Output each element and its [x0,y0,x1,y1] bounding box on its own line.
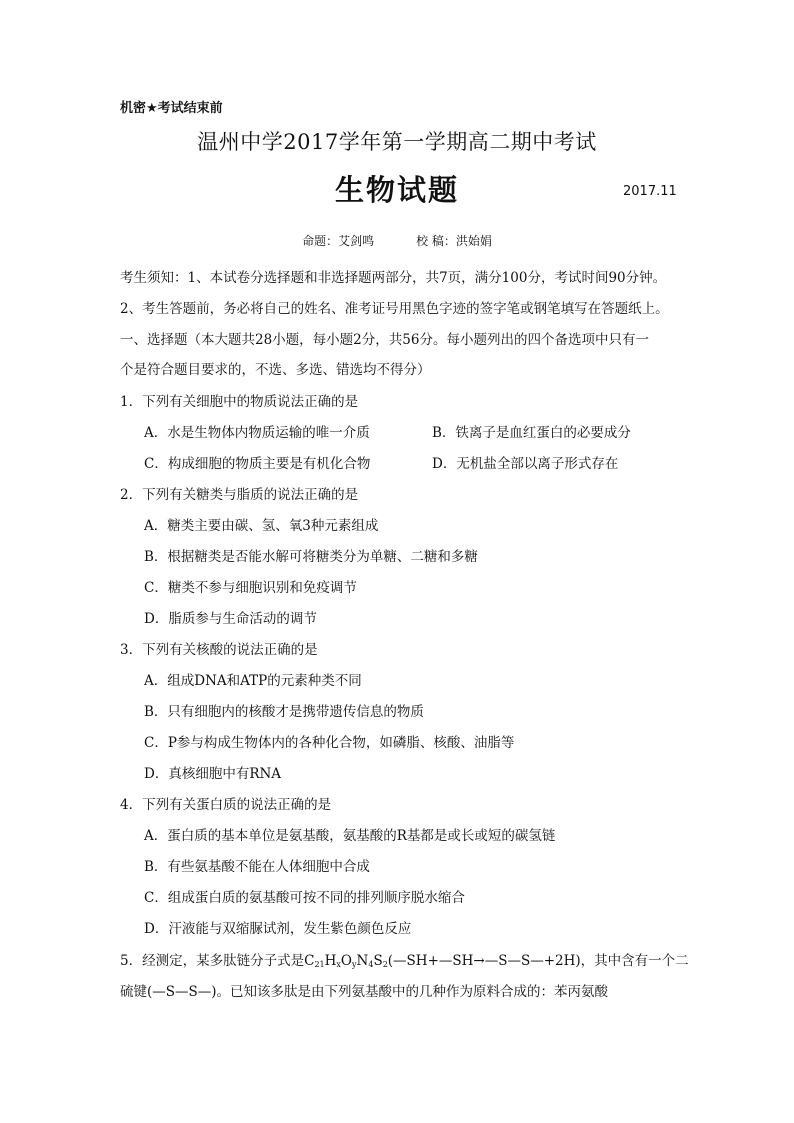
option-b: B．只有细胞内的核酸才是携带遗传信息的物质 [144,704,424,720]
school-title: 温州中学2017学年第一学期高二期中考试 [197,130,597,154]
question-stem: 3．下列有关核酸的说法正确的是 [120,642,318,658]
instruction-note-1: 考生须知：1、本试卷分选择题和非选择题两部分，共7页，满分100分，考试时间90分钟。 [120,270,667,286]
setter-credit: 命题：艾剑鸣 [302,234,375,248]
question-stem: 1．下列有关细胞中的物质说法正确的是 [120,394,359,410]
question-stem: 4．下列有关蛋白质的说法正确的是 [120,797,332,813]
option-c: C．构成细胞的物质主要是有机化合物 [144,456,371,472]
stem-text: (—SH+—SH→—S—S—+2H)，其中含有一个二 [387,953,689,969]
option-a: A．糖类主要由碳、氢、氧3种元素组成 [144,518,379,534]
option-a: A．组成DNA和ATP的元素种类不同 [144,673,362,689]
reviewer-credit: 校 稿：洪始娟 [416,234,492,248]
exam-date: 2017.11 [623,184,677,199]
option-c: C．组成蛋白质的氨基酸可按不同的排列顺序脱水缩合 [144,890,465,906]
option-b: B．根据糖类是否能水解可将糖类分为单糖、二糖和多糖 [144,549,478,565]
instruction-note-2: 2、考生答题前，务必将自己的姓名、准考证号用黑色字迹的签字笔或钢笔填写在答题纸上。 [120,301,669,317]
option-a: A．蛋白质的基本单位是氨基酸，氨基酸的R基都是或长或短的碳氢链 [144,828,556,844]
confidential-mark: 机密★考试结束前 [120,101,223,116]
option-a: A．水是生物体内物质运输的唯一介质 [144,425,370,441]
option-d: D．无机盐全部以离子形式存在 [432,456,619,472]
option-d: D．脂质参与生命活动的调节 [144,611,317,627]
question-stem: 2．下列有关糖类与脂质的说法正确的是 [120,487,359,503]
subject-title: 生物试题 [334,173,459,207]
section-heading-line-1: 一、选择题（本大题共28小题，每小题2分，共56分。每小题列出的四个备选项中只有一 [120,332,649,348]
option-c: C．P参与构成生物体内的各种化合物，如磷脂、核酸、油脂等 [144,735,515,751]
question-stem-continued: 硫键(—S—S—)。已知该多肽是由下列氨基酸中的几种作为原料合成的：苯丙氨酸 [120,984,609,1000]
molecular-formula: $C_{21}H_xO_yN_4S_2$ [304,953,388,969]
option-b: B．有些氨基酸不能在人体细胞中合成 [144,859,370,875]
option-d: D．真核细胞中有RNA [144,766,282,782]
option-d: D．汗液能与双缩脲试剂，发生紫色颜色反应 [144,921,412,937]
option-b: B．铁离子是血红蛋白的必要成分 [432,425,631,441]
credits-line [0,232,794,249]
stem-text: 5．经测定，某多肽链分子式是 [120,953,305,969]
option-c: C．糖类不参与细胞识别和免疫调节 [144,580,357,596]
section-heading-line-2: 个是符合题目要求的，不选、多选、错选均不得分） [120,362,431,378]
question-stem [120,949,689,969]
